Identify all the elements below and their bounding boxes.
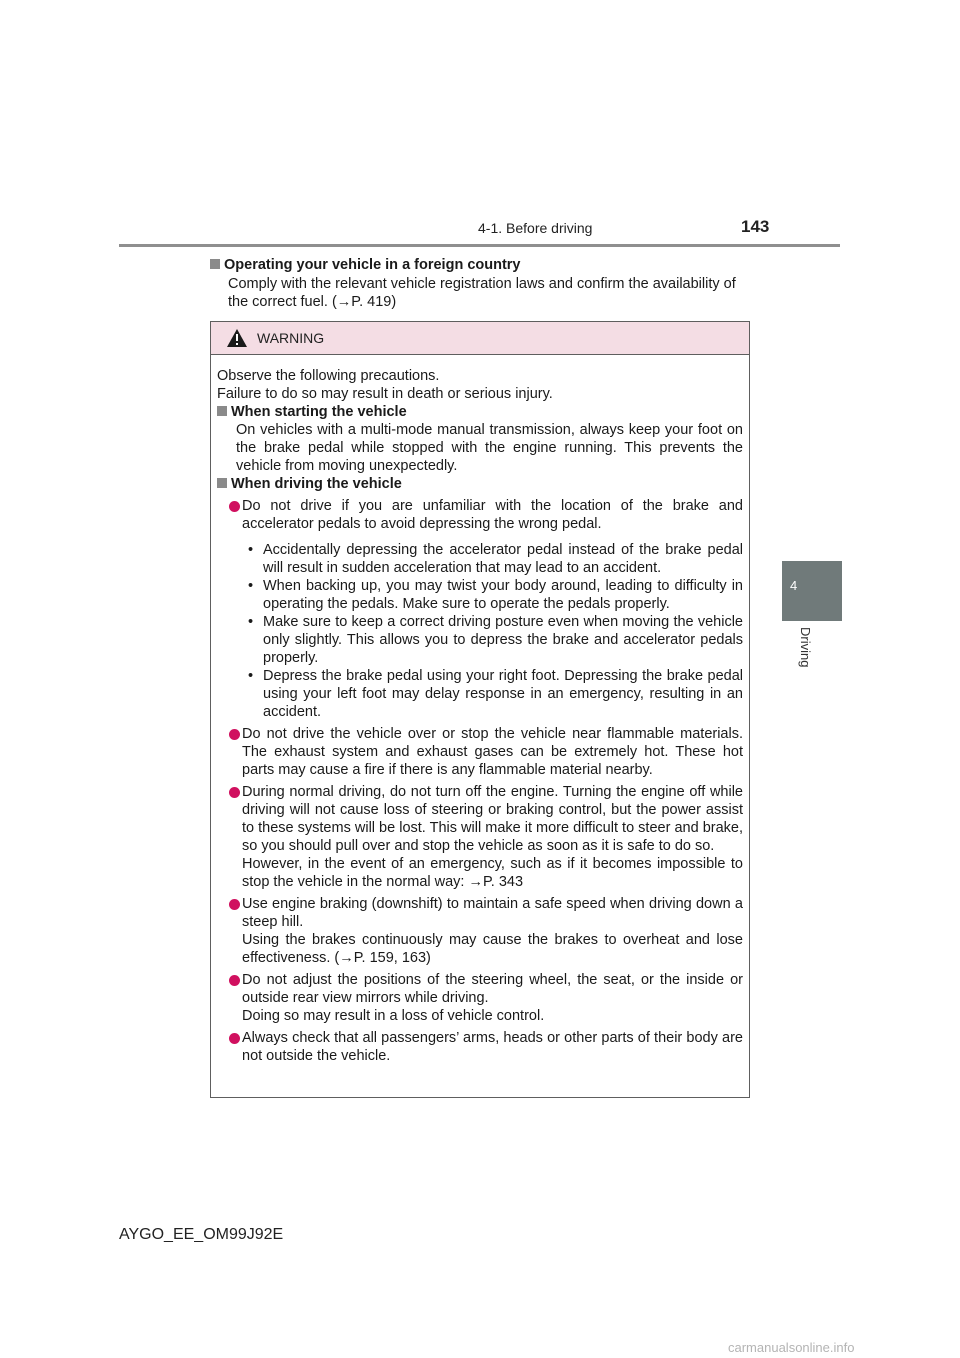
sub-bullet-text: Accidentally depressing the accelerator pedal instead of the brake pedal will result in sudden acceleration that may lead to an accident. xyxy=(263,542,743,576)
item-text-continued: Doing so may result in a loss of vehicle control. xyxy=(242,1008,545,1024)
warning-lead-2: Failure to do so may result in death or serious injury. xyxy=(217,386,553,402)
item-text: Do not drive the vehicle over or stop the vehicle near flammable materials. The exhaust system and exhaust gases can be extremely hot. These hot parts may cause a fire if there is any flammable material nearby. xyxy=(242,726,743,778)
sub-bullet-item: • When backing up, you may twist your body around, leading to difficulty in operating the pedals. Make sure to operate the pedals properly. xyxy=(248,578,743,612)
list-item xyxy=(217,783,743,891)
intro-heading: Operating your vehicle in a foreign country xyxy=(224,257,521,273)
list-item xyxy=(217,1029,743,1065)
header-section-title: 4-1. Before driving xyxy=(478,220,593,236)
bullet-dot-icon xyxy=(229,1033,240,1044)
driving-heading-row xyxy=(217,475,743,493)
starting-body: On vehicles with a multi-mode manual transmission, always keep your foot on the brake pedal while stopped with the engine running. This prevents the vehicle from moving unexpectedly. xyxy=(236,422,743,474)
bullet-dot-icon xyxy=(229,729,240,740)
sub-bullet-item: • Depress the brake pedal using your right foot. Depressing the brake pedal using your left foot may delay response in an emergency, resulting in an accident. xyxy=(248,668,743,720)
warning-box xyxy=(210,321,750,1098)
warning-content xyxy=(211,355,749,1065)
item-text: Do not drive if you are unfamiliar with the location of the brake and accelerator pedals to avoid depressing the wrong pedal. xyxy=(242,498,743,532)
warning-triangle-icon xyxy=(226,328,248,348)
bullet-dot-icon xyxy=(229,899,240,910)
starting-heading-row xyxy=(217,403,743,421)
square-marker-icon xyxy=(217,406,227,416)
chapter-number: 4 xyxy=(790,578,798,593)
chapter-label: Driving xyxy=(798,627,813,668)
sub-bullet-text: Depress the brake pedal using your right foot. Depressing the brake pedal using your left foot may delay response in an emergency, resulting in an accident. xyxy=(263,668,743,720)
intro-body: Comply with the relevant vehicle registration laws and confirm the availability of the correct fuel. (→P. 419) xyxy=(228,276,736,310)
bullet-dot-icon xyxy=(229,501,240,512)
item-text: Use engine braking (downshift) to maintain a safe speed when driving down a steep hill. xyxy=(242,896,743,930)
page-number: 143 xyxy=(741,217,770,236)
item-text-continued: However, in the event of an emergency, such as if it becomes impossible to stop the vehicle in the normal way: →P. 343 xyxy=(242,856,743,890)
header-rule xyxy=(119,244,840,247)
warning-header xyxy=(211,322,749,355)
list-item xyxy=(217,971,743,1025)
starting-heading: When starting the vehicle xyxy=(231,404,407,420)
square-marker-icon xyxy=(217,478,227,488)
item-text: Do not adjust the positions of the steering wheel, the seat, or the inside or outside rear view mirrors while driving. xyxy=(242,972,743,1006)
warning-lead-1: Observe the following precautions. xyxy=(217,368,440,384)
intro-heading-row xyxy=(210,256,750,274)
sub-bullet-text: Make sure to keep a correct driving posture even when moving the vehicle only slightly. This allows you to depress the brake and accelerator pedals properly. xyxy=(263,614,743,666)
list-item xyxy=(217,895,743,967)
item-text-continued: Using the brakes continuously may cause the brakes to overheat and lose effectiveness. (→P. 159, 163) xyxy=(242,932,743,966)
bullet-dot-icon xyxy=(229,975,240,986)
driving-heading: When driving the vehicle xyxy=(231,476,402,492)
sub-bullet-item: • Make sure to keep a correct driving posture even when moving the vehicle only slightly. This allows you to depress the brake and accelerator pedals properly. xyxy=(248,614,743,666)
watermark: carmanualsonline.info xyxy=(728,1340,855,1355)
warning-title: WARNING xyxy=(257,330,325,346)
sub-bullet-list xyxy=(217,541,743,721)
document-code: AYGO_EE_OM99J92E xyxy=(119,1226,284,1243)
sub-bullet-item: • Accidentally depressing the accelerator pedal instead of the brake pedal will result in sudden acceleration that may lead to an accident. xyxy=(248,542,743,576)
sub-bullet-text: When backing up, you may twist your body around, leading to difficulty in operating the pedals. Make sure to operate the pedals properly. xyxy=(263,578,743,612)
list-item xyxy=(217,497,743,533)
square-marker-icon xyxy=(210,259,220,269)
item-text: During normal driving, do not turn off the engine. Turning the engine off while driving will not cause loss of steering or braking control, but the power assist to these systems will be lost. This will make it more difficult to steer and brake, so you should pull over and stop the vehicle as soon as it is safe to do so. xyxy=(242,784,743,854)
item-text: Always check that all passengers’ arms, heads or other parts of their body are not outside the vehicle. xyxy=(242,1030,743,1064)
list-item xyxy=(217,725,743,779)
bullet-dot-icon xyxy=(229,787,240,798)
intro-section xyxy=(210,256,750,311)
